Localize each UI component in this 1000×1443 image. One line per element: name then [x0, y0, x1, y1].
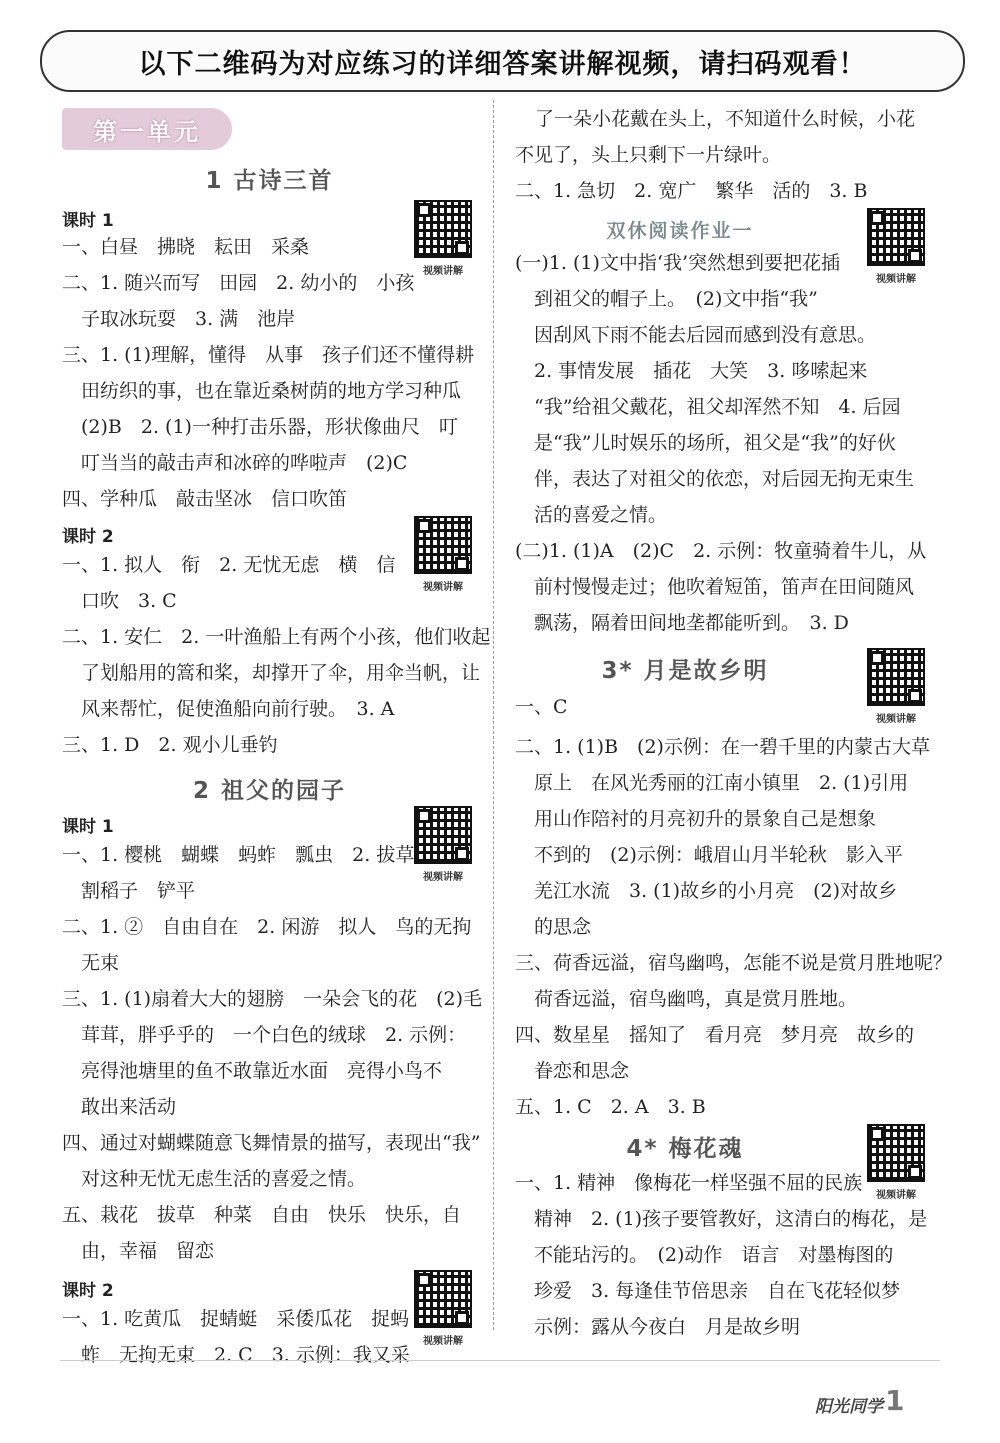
answer-line: 三、荷香远溢，宿鸟幽鸣，怎能不说是赏月胜地呢？ — [515, 952, 953, 974]
answer-line: 风来帮忙，促使渔船向前行驶。 3. A — [62, 698, 395, 720]
answer-line: 三、1. (1)理解，懂得 从事 孩子们还不懂得耕 — [62, 344, 475, 366]
footer-rule — [60, 1360, 940, 1361]
answer-line: 伴，表达了对祖父的依恋，对后园无拘无束生 — [515, 468, 915, 490]
answer-line: 四、学种瓜 敲击坚冰 信口吹笛 — [62, 488, 348, 510]
answer-line: 荷香远溢，宿鸟幽鸣，真是赏月胜地。 — [515, 988, 858, 1010]
answer-line: 二、1. (1)B (2)示例：在一碧千里的内蒙古大草 — [515, 736, 930, 758]
lesson-period-2: 课时 2 — [62, 527, 114, 547]
qr-caption: 视频讲解 — [423, 266, 463, 277]
answer-line: 不能玷污的。 (2)动作 语言 对墨梅图的 — [515, 1244, 894, 1266]
answer-line: 因刮风下雨不能去后园而感到没有意思。 — [515, 324, 877, 346]
answer-line: 到祖父的帽子上。 (2)文中指“我” — [515, 288, 818, 310]
answer-line: 二、1. 安仁 2. 一叶渔船上有两个小孩，他们收起 — [62, 626, 491, 648]
answer-line: 珍爱 3. 每逢佳节倍思亲 自在飞花轻似梦 — [515, 1280, 901, 1302]
answer-line: 是“我”儿时娱乐的场所，祖父是“我”的好伙 — [515, 432, 896, 454]
answer-line: 二、1. 随兴而写 田园 2. 幼小的 小孩 — [62, 272, 415, 294]
answer-line: 前村慢慢走过；他吹着短笛，笛声在田间随风 — [515, 576, 915, 598]
answer-line: 精神 2. (1)孩子要管教好，这清白的梅花，是 — [515, 1208, 928, 1230]
answer-line: 一、C — [515, 696, 568, 718]
qr-code-icon[interactable] — [414, 516, 472, 574]
lesson-heading-1: 1 古诗三首 — [205, 168, 334, 194]
answer-line: 一、1. 吃黄瓜 捉蜻蜓 采倭瓜花 捉蚂 — [62, 1308, 410, 1330]
answer-line: 三、1. D 2. 观小儿垂钓 — [62, 734, 278, 756]
qr-code-icon[interactable] — [867, 1124, 925, 1182]
answer-line: 由，幸福 留恋 — [62, 1240, 215, 1262]
answer-line: 了一朵小花戴在头上，不知道什么时候，小花 — [535, 108, 916, 130]
answer-line: 蚱 无拘无束 2. C 3. 示例：我又采 — [62, 1344, 410, 1366]
answer-line: 口吹 3. C — [62, 590, 177, 612]
answer-line: 一、1. 精神 像梅花一样坚强不屈的民族 — [515, 1172, 863, 1194]
answer-line: 茸茸，胖乎乎的 一个白色的绒球 2. 示例： — [62, 1024, 467, 1046]
answer-line: 眷恋和思念 — [515, 1060, 630, 1082]
answer-line: 四、数星星 摇知了 看月亮 梦月亮 故乡的 — [515, 1024, 915, 1046]
answer-line: 一、1. 樱桃 蝴蝶 蚂蚱 瓢虫 2. 拔草 — [62, 844, 415, 866]
answer-line: 不见了，头上只剩下一片绿叶。 — [515, 144, 782, 166]
answer-line: 活的喜爱之情。 — [515, 504, 668, 526]
qr-caption: 视频讲解 — [876, 1190, 916, 1201]
answer-line: 原上 在风光秀丽的江南小镇里 2. (1)引用 — [515, 772, 909, 794]
answer-line: 了划船用的篙和桨，却撑开了伞，用伞当帆，让 — [62, 662, 481, 684]
answer-line: “我”给祖父戴花，祖父却浑然不知 4. 后园 — [515, 396, 901, 418]
answer-line: 叮当当的敲击声和冰碎的哗啦声 (2)C — [62, 452, 408, 474]
publisher-logo: 阳光同学 — [815, 1397, 883, 1417]
qr-caption: 视频讲解 — [876, 274, 916, 285]
qr-code-icon[interactable] — [414, 806, 472, 864]
answer-line: 亮得池塘里的鱼不敢靠近水面 亮得小鸟不 — [62, 1060, 443, 1082]
answer-line: 用山作陪衬的月亮初升的景象自己是想象 — [515, 808, 877, 830]
answer-line: 对这种无忧无虑生活的喜爱之情。 — [62, 1168, 367, 1190]
answer-line: 一、1. 拟人 衔 2. 无忧无虑 横 信 — [62, 554, 396, 576]
answer-line: 羌江水流 3. (1)故乡的小月亮 (2)对故乡 — [515, 880, 897, 902]
answer-line: 的思念 — [515, 916, 592, 938]
weekend-reading-heading: 双休阅读作业一 — [606, 220, 754, 242]
qr-caption: 视频讲解 — [423, 582, 463, 593]
answer-line: (2)B 2. (1)一种打击乐器，形状像曲尺 叮 — [62, 416, 458, 438]
answer-line: 二、1. 急切 2. 宽广 繁华 活的 3. B — [515, 180, 868, 202]
answer-line: 无束 — [62, 952, 120, 974]
answer-line: 敢出来活动 — [62, 1096, 177, 1118]
answer-line: (一)1. (1)文中指‘我’突然想到要把花插 — [515, 252, 840, 274]
qr-code-icon[interactable] — [414, 1270, 472, 1328]
qr-code-icon[interactable] — [414, 200, 472, 258]
page-number: 1 — [885, 1384, 905, 1417]
qr-caption: 视频讲解 — [423, 1336, 463, 1347]
lesson-heading-2: 2 祖父的园子 — [192, 778, 346, 804]
answer-line: 示例：露从今夜白 月是故乡明 — [515, 1316, 801, 1338]
unit-tag: 第一单元 — [62, 108, 232, 150]
answer-line: 田纺织的事，也在靠近桑树荫的地方学习种瓜 — [62, 380, 462, 402]
answer-line: 三、1. (1)扇着大大的翅膀 一朵会飞的花 (2)毛 — [62, 988, 482, 1010]
qr-code-icon[interactable] — [867, 648, 925, 706]
lesson-period-1: 课时 1 — [62, 211, 114, 231]
lesson-heading-3: 3* 月是故乡明 — [601, 658, 769, 684]
qr-caption: 视频讲解 — [876, 714, 916, 725]
qr-caption: 视频讲解 — [423, 872, 463, 883]
answer-line: 一、白昼 拂晓 耘田 采桑 — [62, 236, 310, 258]
answer-line: (二)1. (1)A (2)C 2. 示例：牧童骑着牛儿，从 — [515, 540, 927, 562]
qr-code-icon[interactable] — [867, 208, 925, 266]
answer-line: 二、1. ② 自由自在 2. 闲游 拟人 鸟的无拘 — [62, 916, 472, 938]
answer-line: 子取冰玩耍 3. 满 池岸 — [62, 308, 296, 330]
lesson-period-4: 课时 2 — [62, 1281, 114, 1301]
answer-line: 五、栽花 拔草 种菜 自由 快乐 快乐，自 — [62, 1204, 462, 1226]
column-divider — [493, 100, 494, 1330]
answer-video-banner: 以下二维码为对应练习的详细答案讲解视频，请扫码观看！ — [40, 30, 965, 92]
answer-line: 割稻子 铲平 — [62, 880, 196, 902]
answer-line: 不到的 (2)示例：峨眉山月半轮秋 影入平 — [515, 844, 903, 866]
answer-line: 2. 事情发展 插花 大笑 3. 哆嗦起来 — [515, 360, 868, 382]
answer-line: 四、通过对蝴蝶随意飞舞情景的描写，表现出“我” — [62, 1132, 481, 1154]
answer-line: 五、1. C 2. A 3. B — [515, 1096, 706, 1118]
answer-line: 飘荡，隔着田间地垄都能听到。 3. D — [515, 612, 849, 634]
lesson-period-3: 课时 1 — [62, 817, 114, 837]
lesson-heading-4: 4* 梅花魂 — [626, 1136, 744, 1162]
